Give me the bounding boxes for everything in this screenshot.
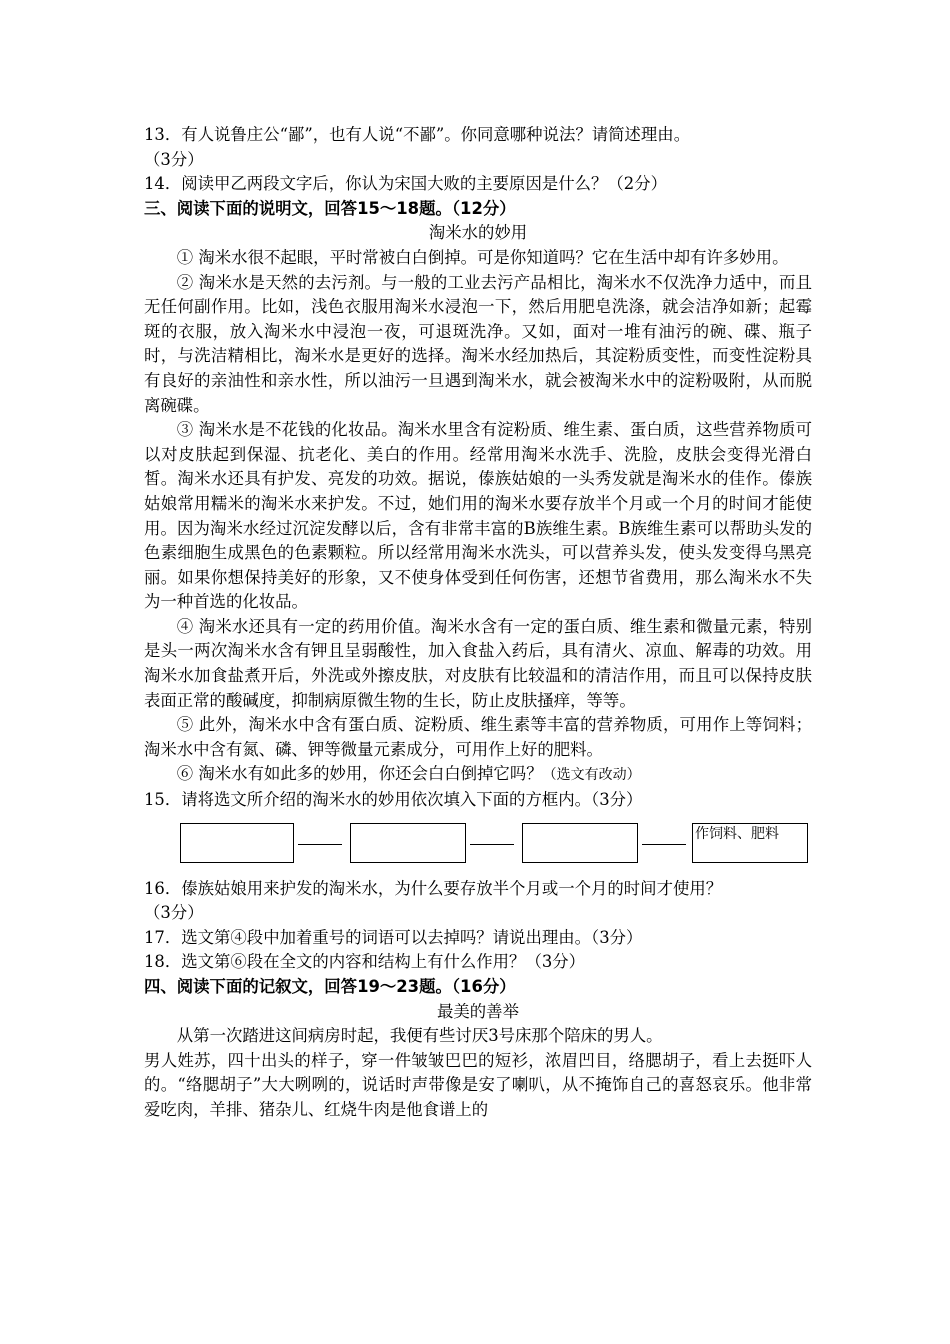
paragraph-5: ⑤ 此外，淘米水中含有蛋白质、淀粉质、维生素等丰富的营养物质，可用作上等饲料；淘米水中含有氮、磷、钾等微量元素成分，可用作上好的肥料。: [144, 715, 812, 759]
connector-line: [470, 844, 514, 845]
question-14: 14．阅读甲乙两段文字后，你认为宋国大败的主要原因是什么？（2分）: [144, 174, 668, 194]
answer-box-1[interactable]: [180, 823, 294, 863]
question-15: 15．请将选文所介绍的淘米水的妙用依次填入下面的方框内。（3分）: [144, 790, 643, 810]
page-content: [144, 123, 812, 1123]
question-16: 16．傣族姑娘用来护发的淘米水，为什么要存放半个月或一个月的时间才使用？: [144, 878, 723, 898]
question-17: 17．选文第④段中加着重号的词语可以去掉吗？请说出理由。（3分）: [144, 927, 643, 947]
narrative-paragraph-1: 从第一次踏进这间病房时起，我便有些讨厌3号床那个陪床的男人。: [176, 1026, 663, 1046]
question-13-score: （3分）: [144, 149, 204, 169]
article-title-1: 淘米水的妙用: [428, 223, 528, 243]
section-3-heading: 三、阅读下面的说明文，回答15～18题。（12分）: [144, 198, 516, 218]
answer-box-2[interactable]: [350, 823, 466, 863]
narrative-paragraph-2: 男人姓苏，四十出头的样子，穿一件皱皱巴巴的短衫，浓眉凹目，络腮胡子，看上去挺吓人的。“络腮胡子”大大咧咧的，说话时声带像是安了喇叭，从不掩饰自己的喜怒哀乐。他非常爱吃肉，羊排、猪杂儿、红烧牛肉是他食谱上的: [144, 1050, 812, 1119]
answer-box-4: 作饲料、肥料: [692, 823, 808, 863]
paragraph-2: ② 淘米水是天然的去污剂。与一般的工业去污产品相比，淘米水不仅洗净力适中，而且无任何副作用。比如，浅色衣服用淘米水浸泡一下，然后用肥皂洗涤，就会洁净如新；起霉斑的衣服，放入淘米水中浸泡一夜，可退斑洗净。又如，面对一堆有油污的碗、碟、瓶子时，与洗洁精相比，淘米水是更好的选择。淘米水经加热后，其淀粉质变性，而变性淀粉具有良好的亲油性和亲水性，所以油污一旦遇到淘米水，就会被淘米水中的淀粉吸附，从而脱离碗碟。: [144, 272, 812, 415]
question-16-score: （3分）: [144, 903, 204, 923]
connector-line: [298, 844, 342, 845]
section-4-heading: 四、阅读下面的记叙文，回答19～23题。（16分）: [144, 977, 516, 996]
paragraph-6-text: ⑥ 淘米水有如此多的妙用，你还会白白倒掉它吗？: [176, 764, 543, 784]
question-13: 13．有人说鲁庄公“鄙”，也有人说“不鄙”。你同意哪种说法？请简述理由。: [144, 125, 691, 144]
paragraph-4: ④ 淘米水还具有一定的药用价值。淘米水含有一定的蛋白质、维生素和微量元素，特别是头一两次淘米水含有钾且呈弱酸性，加入食盐入药后，具有清火、凉血、解毒的功效。用淘米水加食盐煮开后，外洗或外擦皮肤，对皮肤有比较温和的清洁作用，而且可以保持皮肤表面正常的酸碱度，抑制病原微生物的生长，防止皮肤搔痒，等等。: [144, 616, 812, 710]
paragraph-3: ③ 淘米水是不花钱的化妆品。淘米水里含有淀粉质、维生素、蛋白质，这些营养物质可以对皮肤起到保湿、抗老化、美白的作用。经常用淘米水洗手、洗脸，皮肤会变得光滑白皙。淘米水还具有护发、亮发的功效。据说，傣族姑娘的一头秀发就是淘米水的佳作。傣族姑娘常用糯米的淘米水来护发。不过，她们用的淘米水要存放半个月或一个月的时间才能使用。因为淘米水经过沉淀发酵以后，含有非常丰富的B族维生素。B族维生素可以帮助头发的色素细胞生成黑色的色素颗粒。所以经常用淘米水洗头，可以营养头发，使头发变得乌黑亮丽。如果你想保持美好的形象，又不使身体受到任何伤害，还想节省费用，那么淘米水不失为一种首选的化妆品。: [144, 420, 812, 612]
paragraph-1: ① 淘米水很不起眼，平时常被白白倒掉。可是你知道吗？它在生活中却有许多妙用。: [176, 247, 789, 267]
answer-box-3[interactable]: [522, 823, 638, 863]
article-title-2: 最美的善举: [437, 1001, 519, 1021]
paragraph-6-note: （选文有改动）: [542, 767, 641, 784]
paragraph-6: [144, 762, 812, 788]
connector-line: [642, 844, 686, 845]
answer-box-row: [144, 821, 812, 875]
question-18: 18．选文第⑥段在全文的内容和结构上有什么作用？（3分）: [144, 952, 586, 972]
